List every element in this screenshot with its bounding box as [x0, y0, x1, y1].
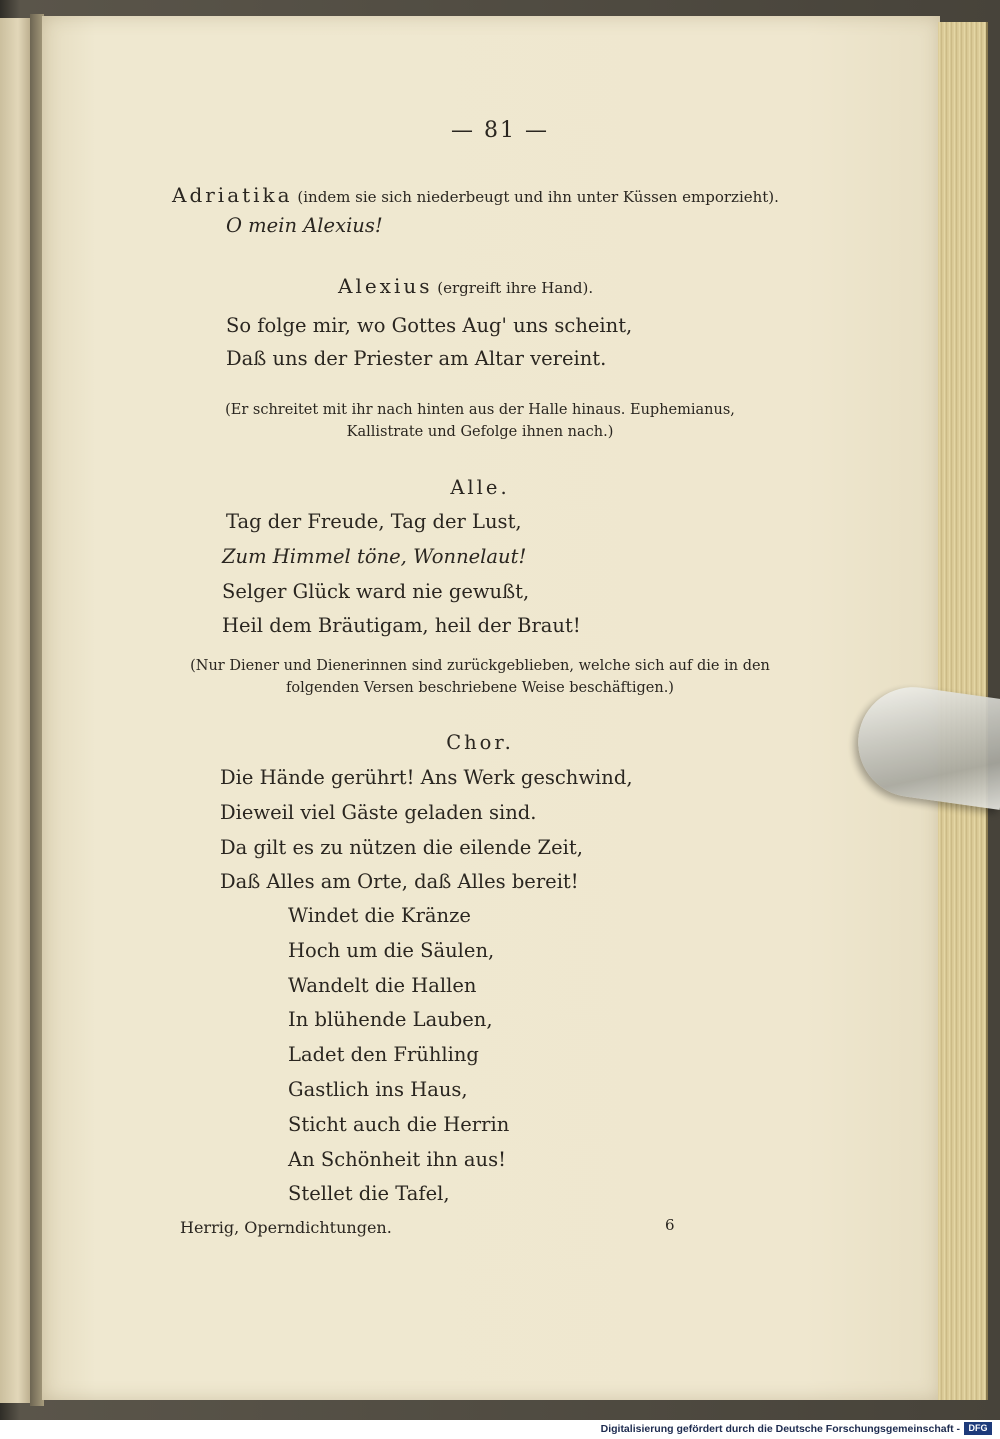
speaker-name: Alle. — [450, 476, 510, 499]
verse-line: Tag der Freude, Tag der Lust, — [226, 510, 522, 533]
verse-line: An Schönheit ihn aus! — [288, 1148, 506, 1171]
stage-direction: (Er schreitet mit ihr nach hinten aus der Halle hinaus. Euphemianus, — [225, 402, 735, 418]
verse-line: Sticht auch die Herrin — [288, 1113, 510, 1136]
verse-line: So folge mir, wo Gottes Aug' uns scheint, — [226, 314, 633, 337]
verse-line: Dieweil viel Gäste geladen sind. — [220, 801, 537, 824]
speaker-name: Alexius — [338, 274, 433, 298]
verse-line: Ladet den Frühling — [288, 1043, 479, 1066]
left-page-edge — [0, 18, 33, 1403]
speaker-name: Adriatika — [172, 183, 293, 207]
page-folio: — 81 — — [451, 118, 549, 143]
verse-line: Hoch um die Säulen, — [288, 939, 495, 962]
credit-text: Digitalisierung gefördert durch die Deutsche Forschungsgemeinschaft - — [600, 1423, 960, 1435]
verse-line: In blühende Lauben, — [288, 1008, 493, 1031]
verse-line: O mein Alexius! — [226, 214, 383, 237]
verse-line: Daß Alles am Orte, daß Alles bereit! — [220, 870, 579, 893]
stage-direction: (indem sie sich niederbeugt und ihn unter Küssen emporzieht). — [297, 188, 779, 206]
speaker-line — [172, 183, 779, 207]
stage-direction: folgenden Versen beschriebene Weise beschäftigen.) — [286, 680, 674, 696]
footer-author-title: Herrig, Operndichtungen. — [180, 1218, 392, 1237]
verse-line: Stellet die Tafel, — [288, 1182, 450, 1205]
stage-direction: Kallistrate und Gefolge ihnen nach.) — [346, 424, 614, 440]
verse-line: Heil dem Bräutigam, heil der Braut! — [222, 614, 581, 637]
speaker-line — [338, 274, 593, 298]
verse-line: Zum Himmel töne, Wonnelaut! — [222, 545, 527, 568]
verse-line: Gastlich ins Haus, — [288, 1078, 468, 1101]
stage-direction: (Nur Diener und Dienerinnen sind zurückgeblieben, welche sich auf die in den — [190, 658, 770, 674]
verse-line: Da gilt es zu nützen die eilende Zeit, — [220, 836, 583, 859]
verse-line: Windet die Kränze — [288, 904, 471, 927]
speaker-name: Chor. — [446, 731, 514, 754]
verse-line: Wandelt die Hallen — [288, 974, 477, 997]
verse-line: Selger Glück ward nie gewußt, — [222, 580, 530, 603]
dfg-logo-icon: DFG — [964, 1422, 992, 1435]
stage-direction: (ergreift ihre Hand). — [437, 279, 594, 297]
book-page — [42, 16, 940, 1400]
footer-signature: 6 — [665, 1216, 675, 1234]
verse-line: Daß uns der Priester am Altar vereint. — [226, 347, 607, 370]
verse-line: Die Hände gerührt! Ans Werk geschwind, — [220, 766, 633, 789]
